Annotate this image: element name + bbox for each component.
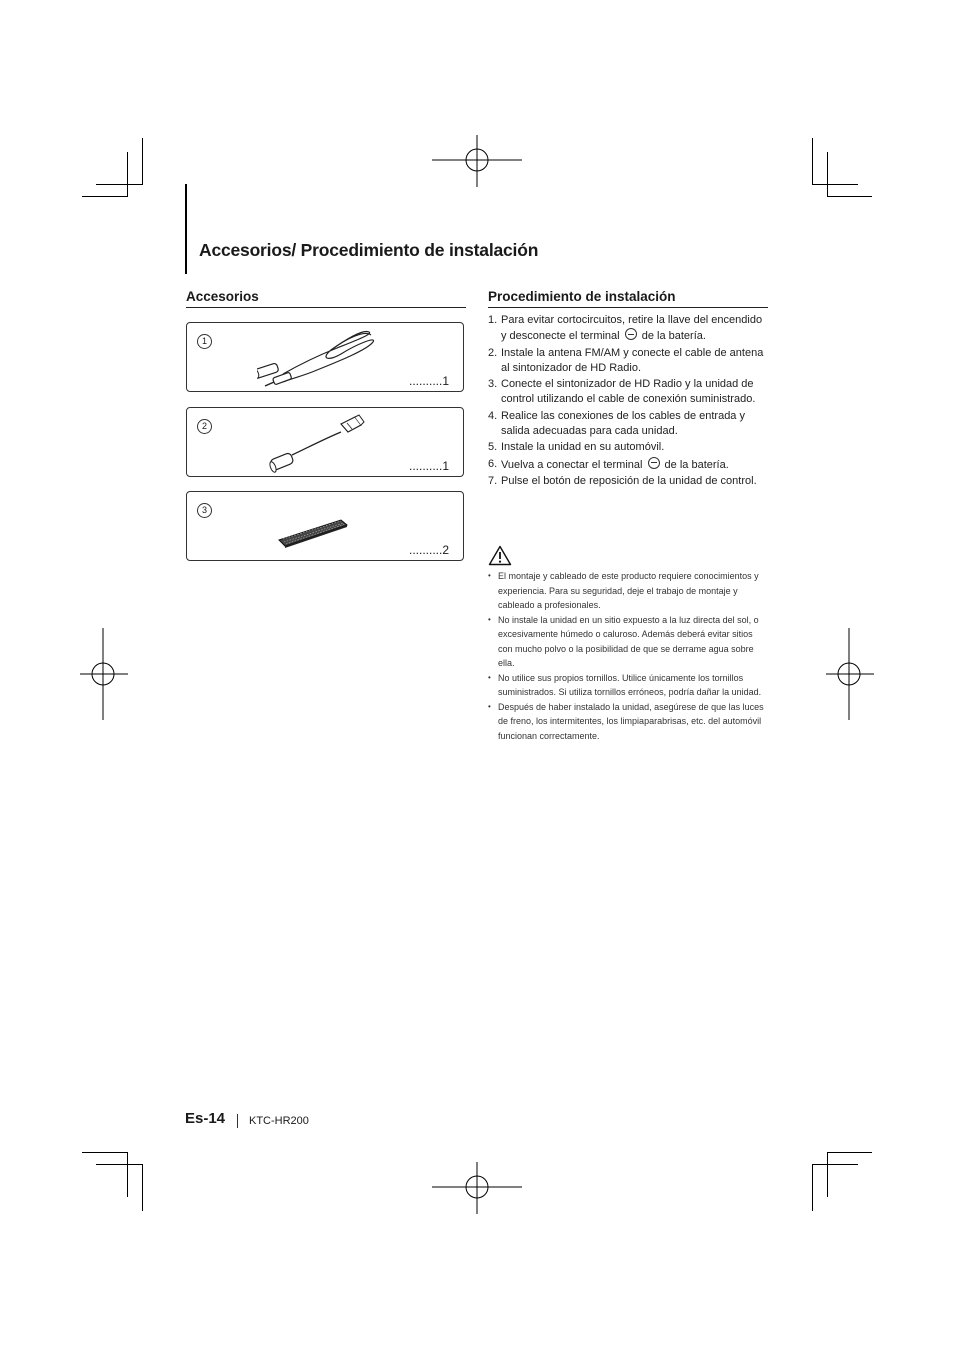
warning-item: • No instale la unidad en un sitio expuesto a la luz directa del sol, o excesivamente húmedo o caluroso. Además deberá evitar sitios con mucho polvo o la posibilidad de que se derrame agua sobre ella.: [488, 613, 768, 671]
warning-item: • Después de haber instalado la unidad, asegúrese de que las luces de freno, los intermitentes, los limpiaparabrisas, etc. del automóvil funcionan correctamente.: [488, 700, 768, 744]
installation-steps: [488, 313, 768, 491]
step-1: 1. Para evitar cortocircuitos, retire la llave del encendido y desconecte el terminal de la batería.: [488, 314, 763, 342]
step-2: 2. Instale la antena FM/AM y conecte el cable de antena al sintonizador de HD Radio.: [488, 346, 764, 374]
model-number: KTC-HR200: [249, 1115, 309, 1127]
accessory-item-3: [186, 491, 464, 561]
warning-list: [488, 569, 768, 743]
item-quantity: ..........1: [408, 374, 449, 388]
minus-terminal-icon: [625, 328, 637, 340]
antenna-extension-cable-icon: [257, 326, 387, 388]
registration-mark-left: [80, 628, 130, 720]
accessory-item-2: [186, 407, 464, 477]
step-3: 3. Conecte el sintonizador de HD Radio y la unidad de control utilizando el cable de conexión suministrado.: [488, 378, 756, 405]
item-quantity: ..........1: [408, 459, 449, 473]
registration-mark-top: [430, 135, 524, 187]
footer-divider: [237, 1114, 238, 1128]
warning-triangle-icon: [488, 545, 512, 566]
accessory-item-1: [186, 322, 464, 392]
step-7: 7. Pulse el botón de reposición de la unidad de control.: [488, 475, 757, 487]
minus-terminal-icon: [648, 457, 660, 469]
step-5: 5. Instale la unidad en su automóvil.: [488, 441, 665, 453]
item-number: 3: [197, 503, 212, 518]
registration-mark-bottom: [430, 1162, 524, 1214]
step-6: 6. Vuelva a conectar el terminal de la batería.: [488, 457, 729, 471]
item-number: 1: [197, 334, 212, 349]
title-rule: [185, 184, 187, 274]
step-4: 4. Realice las conexiones de los cables de entrada y salida adecuadas para cada unidad.: [488, 409, 745, 437]
item-quantity: ..........2: [408, 543, 449, 557]
accessories-rule: [186, 307, 466, 308]
page-title: Accesorios/ Procedimiento de instalación: [199, 240, 539, 260]
item-number: 2: [197, 419, 212, 434]
accessories-heading: Accesorios: [186, 289, 259, 304]
antenna-adapter-cable-icon: [267, 412, 367, 474]
hook-and-loop-strip-icon: [275, 506, 365, 552]
installation-heading: Procedimiento de instalación: [488, 289, 676, 304]
warning-item: • El montaje y cableado de este producto requiere conocimientos y experiencia. Para su seguridad, deje el trabajo de montaje y cableado a profesionales.: [488, 569, 768, 613]
installation-rule: [488, 307, 768, 308]
registration-mark-right: [825, 628, 875, 720]
warning-item: • No utilice sus propios tornillos. Utilice únicamente los tornillos suministrados. Si utiliza tornillos erróneos, podría dañar la unidad.: [488, 671, 768, 700]
page-number: Es-14: [185, 1110, 226, 1127]
